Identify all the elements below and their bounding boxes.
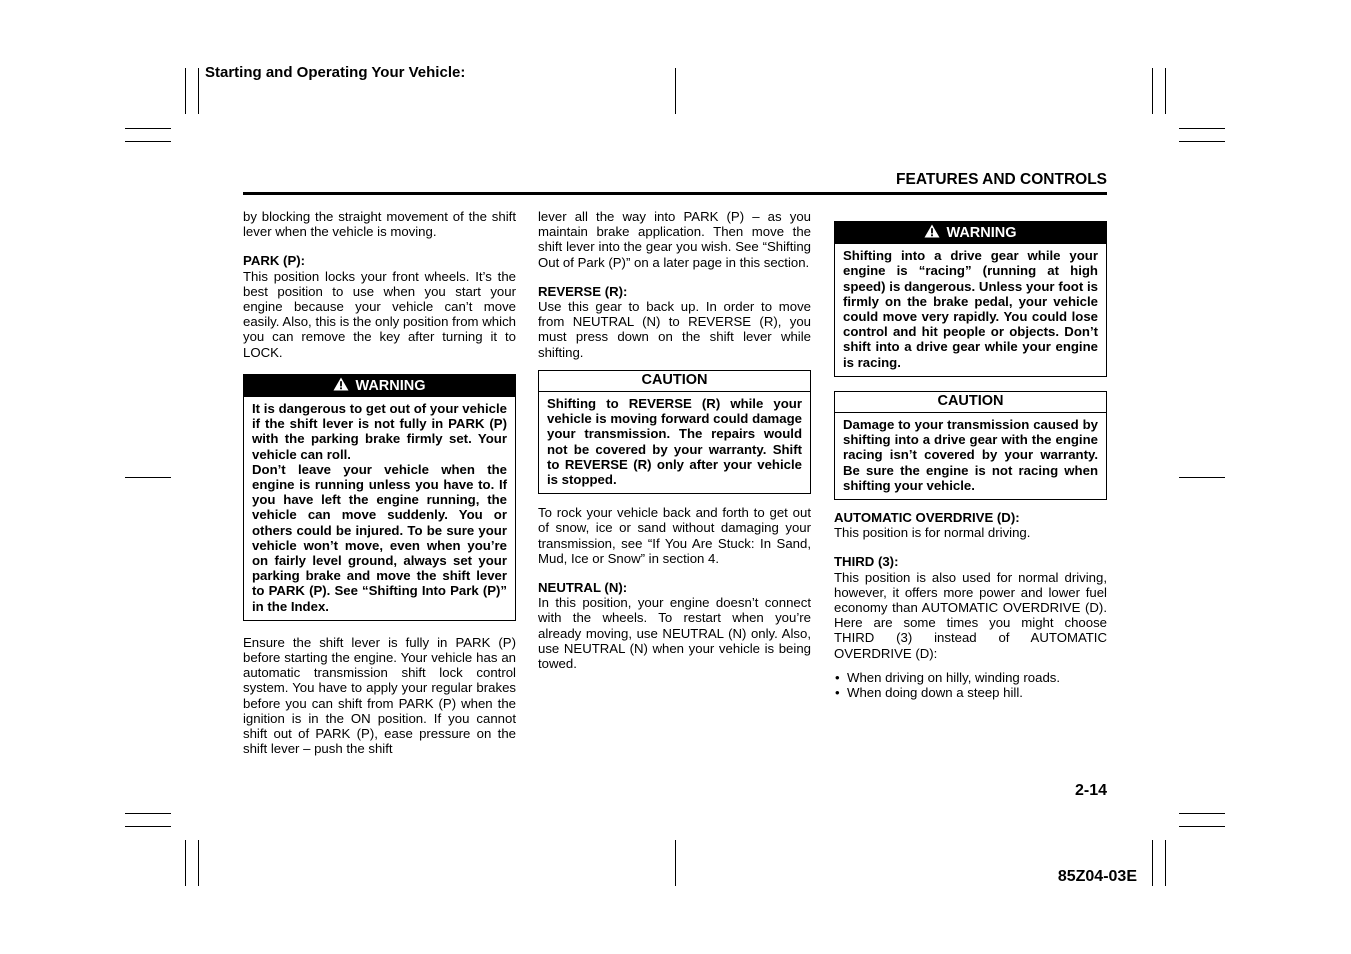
crop-mark bbox=[125, 128, 171, 129]
paragraph: lever all the way into PARK (P) – as you maintain brake application. Then move the shift lever into the gear you wish. See “Shifting Out of Park (P)” on a later page in this section. bbox=[538, 209, 811, 270]
caution-title: CAUTION bbox=[539, 371, 810, 392]
warning-box bbox=[243, 374, 516, 621]
bullet-list bbox=[834, 670, 1107, 700]
warning-triangle-icon bbox=[924, 224, 940, 238]
crop-mark bbox=[1179, 128, 1225, 129]
warning-box bbox=[834, 221, 1107, 377]
warning-body bbox=[244, 397, 515, 620]
crop-mark bbox=[125, 826, 171, 827]
warning-title bbox=[244, 375, 515, 397]
list-item: • When doing down a steep hill. bbox=[834, 685, 1107, 700]
paragraph: To rock your vehicle back and forth to get out of snow, ice or sand without damaging your transmission, see “If You Are Stuck: In Sand, Mud, Ice or Snow” in section 4. bbox=[538, 505, 811, 566]
warning-title bbox=[835, 222, 1106, 244]
paragraph: by blocking the straight movement of the shift lever when the vehicle is moving. bbox=[243, 209, 516, 240]
crop-mark bbox=[1165, 68, 1166, 114]
page-number: 2-14 bbox=[1074, 782, 1107, 799]
paragraph: This position locks your front wheels. It’s the best position to use when you start your engine because your vehicle can’t move easily. Also, this is the only position from which you can remove the key after turning it to LOCK. bbox=[243, 268, 516, 360]
park-heading: PARK (P): bbox=[243, 253, 306, 269]
crop-mark bbox=[1179, 813, 1225, 814]
crop-mark bbox=[198, 840, 199, 886]
paragraph: This position is for normal driving. bbox=[834, 525, 1031, 541]
warning-triangle-icon bbox=[333, 377, 349, 391]
warning-label: WARNING bbox=[946, 225, 1017, 241]
crop-mark bbox=[185, 68, 186, 114]
warning-text: Don’t leave your vehicle when the engine is running unless you have to. If you have left the engine running, the vehicle can move suddenly. You or others could be injured. To be sure your vehicle won’t move, even when you’re on fairly level ground, always set your parking brake and move the shift lever to PARK (P). See “Shifting Into Park (P)” in the Index. bbox=[252, 461, 507, 614]
warning-text: Shifting into a drive gear while your engine is “racing” (running at high speed) is dangerous. Unless your foot is firmly on the brake pedal, your vehicle could move very rapidly. You could lose control and hit people or objects. Don’t shift into a drive gear while your engine is racing. bbox=[843, 248, 1098, 370]
caution-body bbox=[539, 392, 810, 493]
paragraph: Ensure the shift lever is fully in PARK (P) before starting the engine. Your vehicle has an automatic transmission shift lock control system. You have to apply your regular brakes before you can shift from PARK (P) when the ignition is in the ON position. If you cannot shift out of PARK (P), ease pressure on the shift lever – push the shift bbox=[243, 634, 516, 757]
caution-text: Damage to your transmission caused by shifting into a drive gear with the engine racing isn’t covered by your warranty. Be sure the engine is not racing when shifting your vehicle. bbox=[843, 417, 1098, 493]
crop-mark bbox=[125, 477, 171, 478]
reverse-heading: REVERSE (R): bbox=[538, 283, 628, 299]
warning-text: It is dangerous to get out of your vehicle if the shift lever is not fully in PARK (P) with the parking brake firmly set. Your vehicle can roll. bbox=[252, 401, 507, 462]
list-item: • When driving on hilly, winding roads. bbox=[834, 670, 1107, 685]
crop-mark bbox=[1179, 141, 1225, 142]
document-code: 85Z04-03E bbox=[1057, 868, 1137, 885]
warning-label: WARNING bbox=[355, 377, 426, 394]
caution-box bbox=[834, 391, 1107, 500]
paragraph: This position is also used for normal driving, however, it offers more power and lower fuel economy than AUTOMATIC OVERDRIVE (D). Here are some times you might choose THIRD (3) instead of AUTOMATIC OVERDRIVE (D): bbox=[834, 569, 1107, 661]
crop-mark bbox=[198, 68, 199, 114]
crop-mark bbox=[1179, 826, 1225, 827]
column-3 bbox=[834, 221, 1107, 700]
caution-body bbox=[835, 413, 1106, 499]
column-1 bbox=[243, 209, 516, 771]
crop-mark bbox=[125, 141, 171, 142]
caution-text: Shifting to REVERSE (R) while your vehicle is moving forward could damage your transmission. The repairs would not be covered by your warranty. Shift to REVERSE (R) only after your vehicle is stopped. bbox=[547, 396, 802, 488]
section-label: Starting and Operating Your Vehicle: bbox=[205, 64, 466, 81]
crop-mark bbox=[1165, 840, 1166, 886]
paragraph: In this position, your engine doesn’t connect with the wheels. To restart when you’re already moving, use NEUTRAL (N) only. Also, use NEUTRAL (N) when your vehicle is being towed. bbox=[538, 595, 811, 672]
crop-mark bbox=[675, 68, 676, 114]
header-rule bbox=[243, 192, 1107, 195]
column-2 bbox=[538, 209, 811, 685]
caution-box bbox=[538, 370, 811, 494]
caution-title: CAUTION bbox=[835, 392, 1106, 413]
overdrive-heading: AUTOMATIC OVERDRIVE (D): bbox=[834, 510, 1020, 526]
crop-mark bbox=[675, 840, 676, 886]
third-heading: THIRD (3): bbox=[834, 554, 899, 570]
warning-body bbox=[835, 244, 1106, 376]
crop-mark bbox=[185, 840, 186, 886]
crop-mark bbox=[1179, 477, 1225, 478]
crop-mark bbox=[1152, 68, 1153, 114]
chapter-title: FEATURES AND CONTROLS bbox=[896, 171, 1107, 188]
neutral-heading: NEUTRAL (N): bbox=[538, 580, 628, 596]
paragraph: Use this gear to back up. In order to move from NEUTRAL (N) to REVERSE (R), you must press down on the shift lever while shifting. bbox=[538, 299, 811, 360]
crop-mark bbox=[1152, 840, 1153, 886]
crop-mark bbox=[125, 813, 171, 814]
